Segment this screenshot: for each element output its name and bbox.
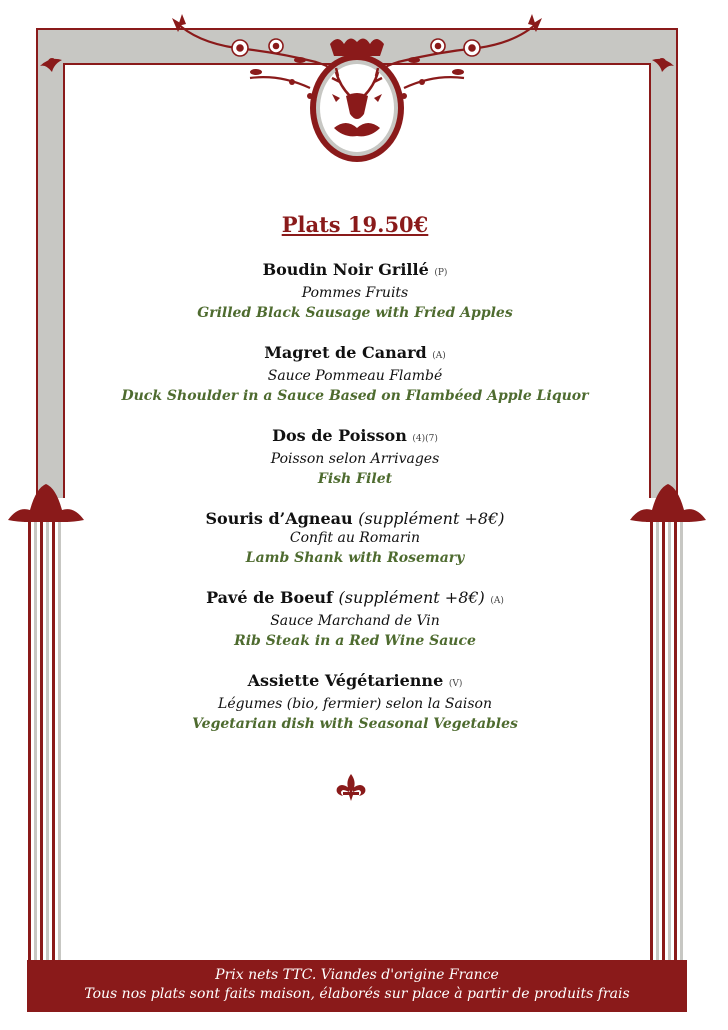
dish-supplement: (supplément +8€) <box>358 509 505 528</box>
dish-name: Souris d’Agneau <box>205 509 353 528</box>
dish-english-description: Fish Filet <box>317 471 393 487</box>
dish-french-description: Légumes (bio, fermier) selon la Saison <box>218 696 492 712</box>
dish-allergens: (4)(7) <box>412 434 438 444</box>
stag-head-icon <box>310 38 404 162</box>
dish-english-description: Grilled Black Sausage with Fried Apples <box>197 305 513 321</box>
footer-banner <box>27 960 687 1012</box>
dish-item <box>70 508 640 569</box>
dish-allergens: (A) <box>432 351 446 361</box>
corner-ornament-right-icon <box>652 58 674 72</box>
dish-item <box>70 342 640 407</box>
dish-french-description: Pommes Fruits <box>301 285 409 301</box>
footer-line-homemade: Tous nos plats sont faits maison, élaborés sur place à partir de produits frais <box>84 986 630 1002</box>
dish-french-description: Sauce Pommeau Flambé <box>267 368 443 384</box>
corner-ornament-left-icon <box>40 58 62 72</box>
menu-title: Plats 19.50€ <box>281 212 429 237</box>
dish-name: Assiette Végétarienne <box>247 671 444 690</box>
dish-english-description: Vegetarian dish with Seasonal Vegetables <box>192 716 518 732</box>
dish-english-description: Lamb Shank with Rosemary <box>245 550 465 566</box>
column-capital-right-icon <box>630 484 706 522</box>
dish-english-description: Rib Steak in a Red Wine Sauce <box>234 633 476 649</box>
dish-supplement: (supplément +8€) <box>338 588 485 607</box>
dish-item <box>70 587 640 652</box>
dish-french-description: Poisson selon Arrivages <box>270 451 440 467</box>
dish-allergens: (A) <box>490 596 504 606</box>
dish-allergens: (P) <box>434 268 448 278</box>
dish-name: Magret de Canard <box>264 343 427 362</box>
footer-line-prices: Prix nets TTC. Viandes d'origine France <box>215 967 499 983</box>
dish-item <box>70 425 640 490</box>
dish-name: Pavé de Boeuf <box>206 588 333 607</box>
dish-english-description: Duck Shoulder in a Sauce Based on Flambéed Apple Liquor <box>121 388 589 404</box>
dish-name: Dos de Poisson <box>272 426 407 445</box>
dish-item <box>70 259 640 324</box>
dish-item <box>70 670 640 735</box>
dish-french-description: Confit au Romarin <box>289 530 421 546</box>
dish-name: Boudin Noir Grillé <box>262 260 429 279</box>
menu-content <box>70 212 640 753</box>
fleur-de-lis-icon <box>337 774 366 801</box>
dish-french-description: Sauce Marchand de Vin <box>270 613 440 629</box>
dish-allergens: (V) <box>448 679 463 689</box>
